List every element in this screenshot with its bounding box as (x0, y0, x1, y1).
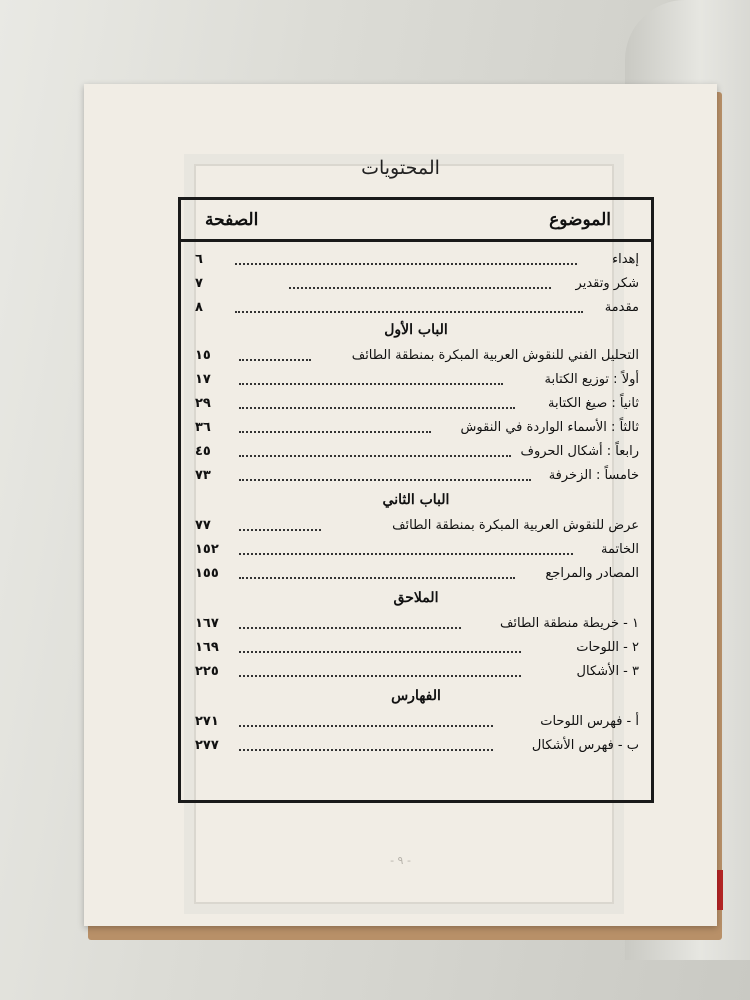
dot-leader (239, 431, 431, 433)
toc-entry: الخاتمة (600, 542, 639, 557)
dot-leader (239, 749, 493, 751)
dot-leader (239, 529, 321, 531)
section-heading-part2: الباب الثاني (382, 492, 450, 508)
dot-leader (239, 479, 531, 481)
toc-page-number: ٦ (195, 252, 203, 267)
toc-page-number: ٣٦ (195, 420, 211, 435)
toc-entry: ٢ - اللوحات (576, 640, 639, 655)
toc-entry: التحليل الفني للنقوش العربية المبكرة بمنطقة الطائف (351, 348, 639, 363)
toc-row (189, 416, 643, 440)
toc-row (189, 464, 643, 488)
toc-page-number: ٢٧١ (195, 714, 219, 729)
section-heading-indexes: الفهارس (391, 688, 441, 704)
page-title: المحتويات (361, 157, 440, 179)
toc-row (189, 272, 643, 296)
toc-page-number: ٤٥ (195, 444, 211, 459)
toc-row (189, 660, 643, 684)
toc-row (189, 538, 643, 562)
toc-row (189, 344, 643, 368)
dot-leader (239, 553, 573, 555)
toc-page-number: ١٥ (195, 348, 211, 363)
toc-page-number: ١٦٧ (195, 616, 219, 631)
dot-leader (239, 407, 515, 409)
toc-page-number: ٢٩ (195, 396, 211, 411)
toc-entry: عرض للنقوش العربية المبكرة بمنطقة الطائف (392, 518, 639, 533)
section-heading-part1: الباب الأول (384, 322, 448, 338)
dot-leader (239, 675, 521, 677)
dot-leader (239, 627, 461, 629)
toc-page-number: ٨ (195, 300, 203, 315)
toc-entry: شكر وتقدير (575, 276, 639, 291)
toc-entry: ١ - خريطة منطقة الطائف (499, 616, 639, 631)
toc-entry: أولاً : توزيع الكتابة (544, 372, 639, 387)
toc-entry: خامساً : الزخرفة (548, 468, 639, 483)
toc-page-number: ٢٢٥ (195, 664, 219, 679)
toc-row (189, 368, 643, 392)
toc-page-number: ١٧ (195, 372, 211, 387)
toc-row (189, 392, 643, 416)
toc-entry: ثانياً : صيغ الكتابة (548, 396, 639, 411)
toc-page-number: ١٥٢ (195, 542, 219, 557)
book-page (84, 84, 717, 926)
toc-row (189, 514, 643, 538)
toc-page-number: ٧ (195, 276, 203, 291)
toc-entry: ثالثاً : الأسماء الواردة في النقوش (460, 420, 639, 435)
page-folio-number: - ٩ - (390, 854, 411, 867)
toc-row (189, 734, 643, 758)
dot-leader (239, 725, 493, 727)
toc-entry: أ - فهرس اللوحات (540, 714, 639, 729)
table-header (181, 200, 651, 242)
toc-row (189, 296, 643, 320)
toc-row (189, 440, 643, 464)
toc-entry: إهداء (611, 252, 639, 267)
dot-leader (239, 383, 503, 385)
toc-entry: مقدمة (604, 300, 639, 315)
toc-page-number: ١٥٥ (195, 566, 219, 581)
toc-page-number: ٢٧٧ (195, 738, 219, 753)
dot-leader (289, 287, 551, 289)
toc-row (189, 562, 643, 586)
toc-row (189, 710, 643, 734)
toc-page-number: ١٦٩ (195, 640, 219, 655)
dot-leader (239, 359, 311, 361)
toc-entry: رابعاً : أشكال الحروف (520, 444, 639, 459)
header-page: الصفحة (205, 210, 259, 230)
dot-leader (235, 311, 583, 313)
contents-table (178, 197, 654, 803)
toc-entry: المصادر والمراجع (545, 566, 639, 581)
dot-leader (239, 577, 515, 579)
toc-entry: ٣ - الأشكال (576, 664, 639, 679)
toc-row (189, 612, 643, 636)
toc-page-number: ٧٧ (195, 518, 211, 533)
toc-page-number: ٧٣ (195, 468, 211, 483)
dot-leader (239, 651, 521, 653)
section-heading-appendices: الملاحق (393, 590, 439, 606)
dot-leader (235, 263, 577, 265)
toc-row (189, 636, 643, 660)
toc-entry: ب - فهرس الأشكال (531, 738, 639, 753)
dot-leader (239, 455, 511, 457)
header-subject: الموضوع (549, 210, 611, 230)
toc-row (189, 248, 643, 272)
